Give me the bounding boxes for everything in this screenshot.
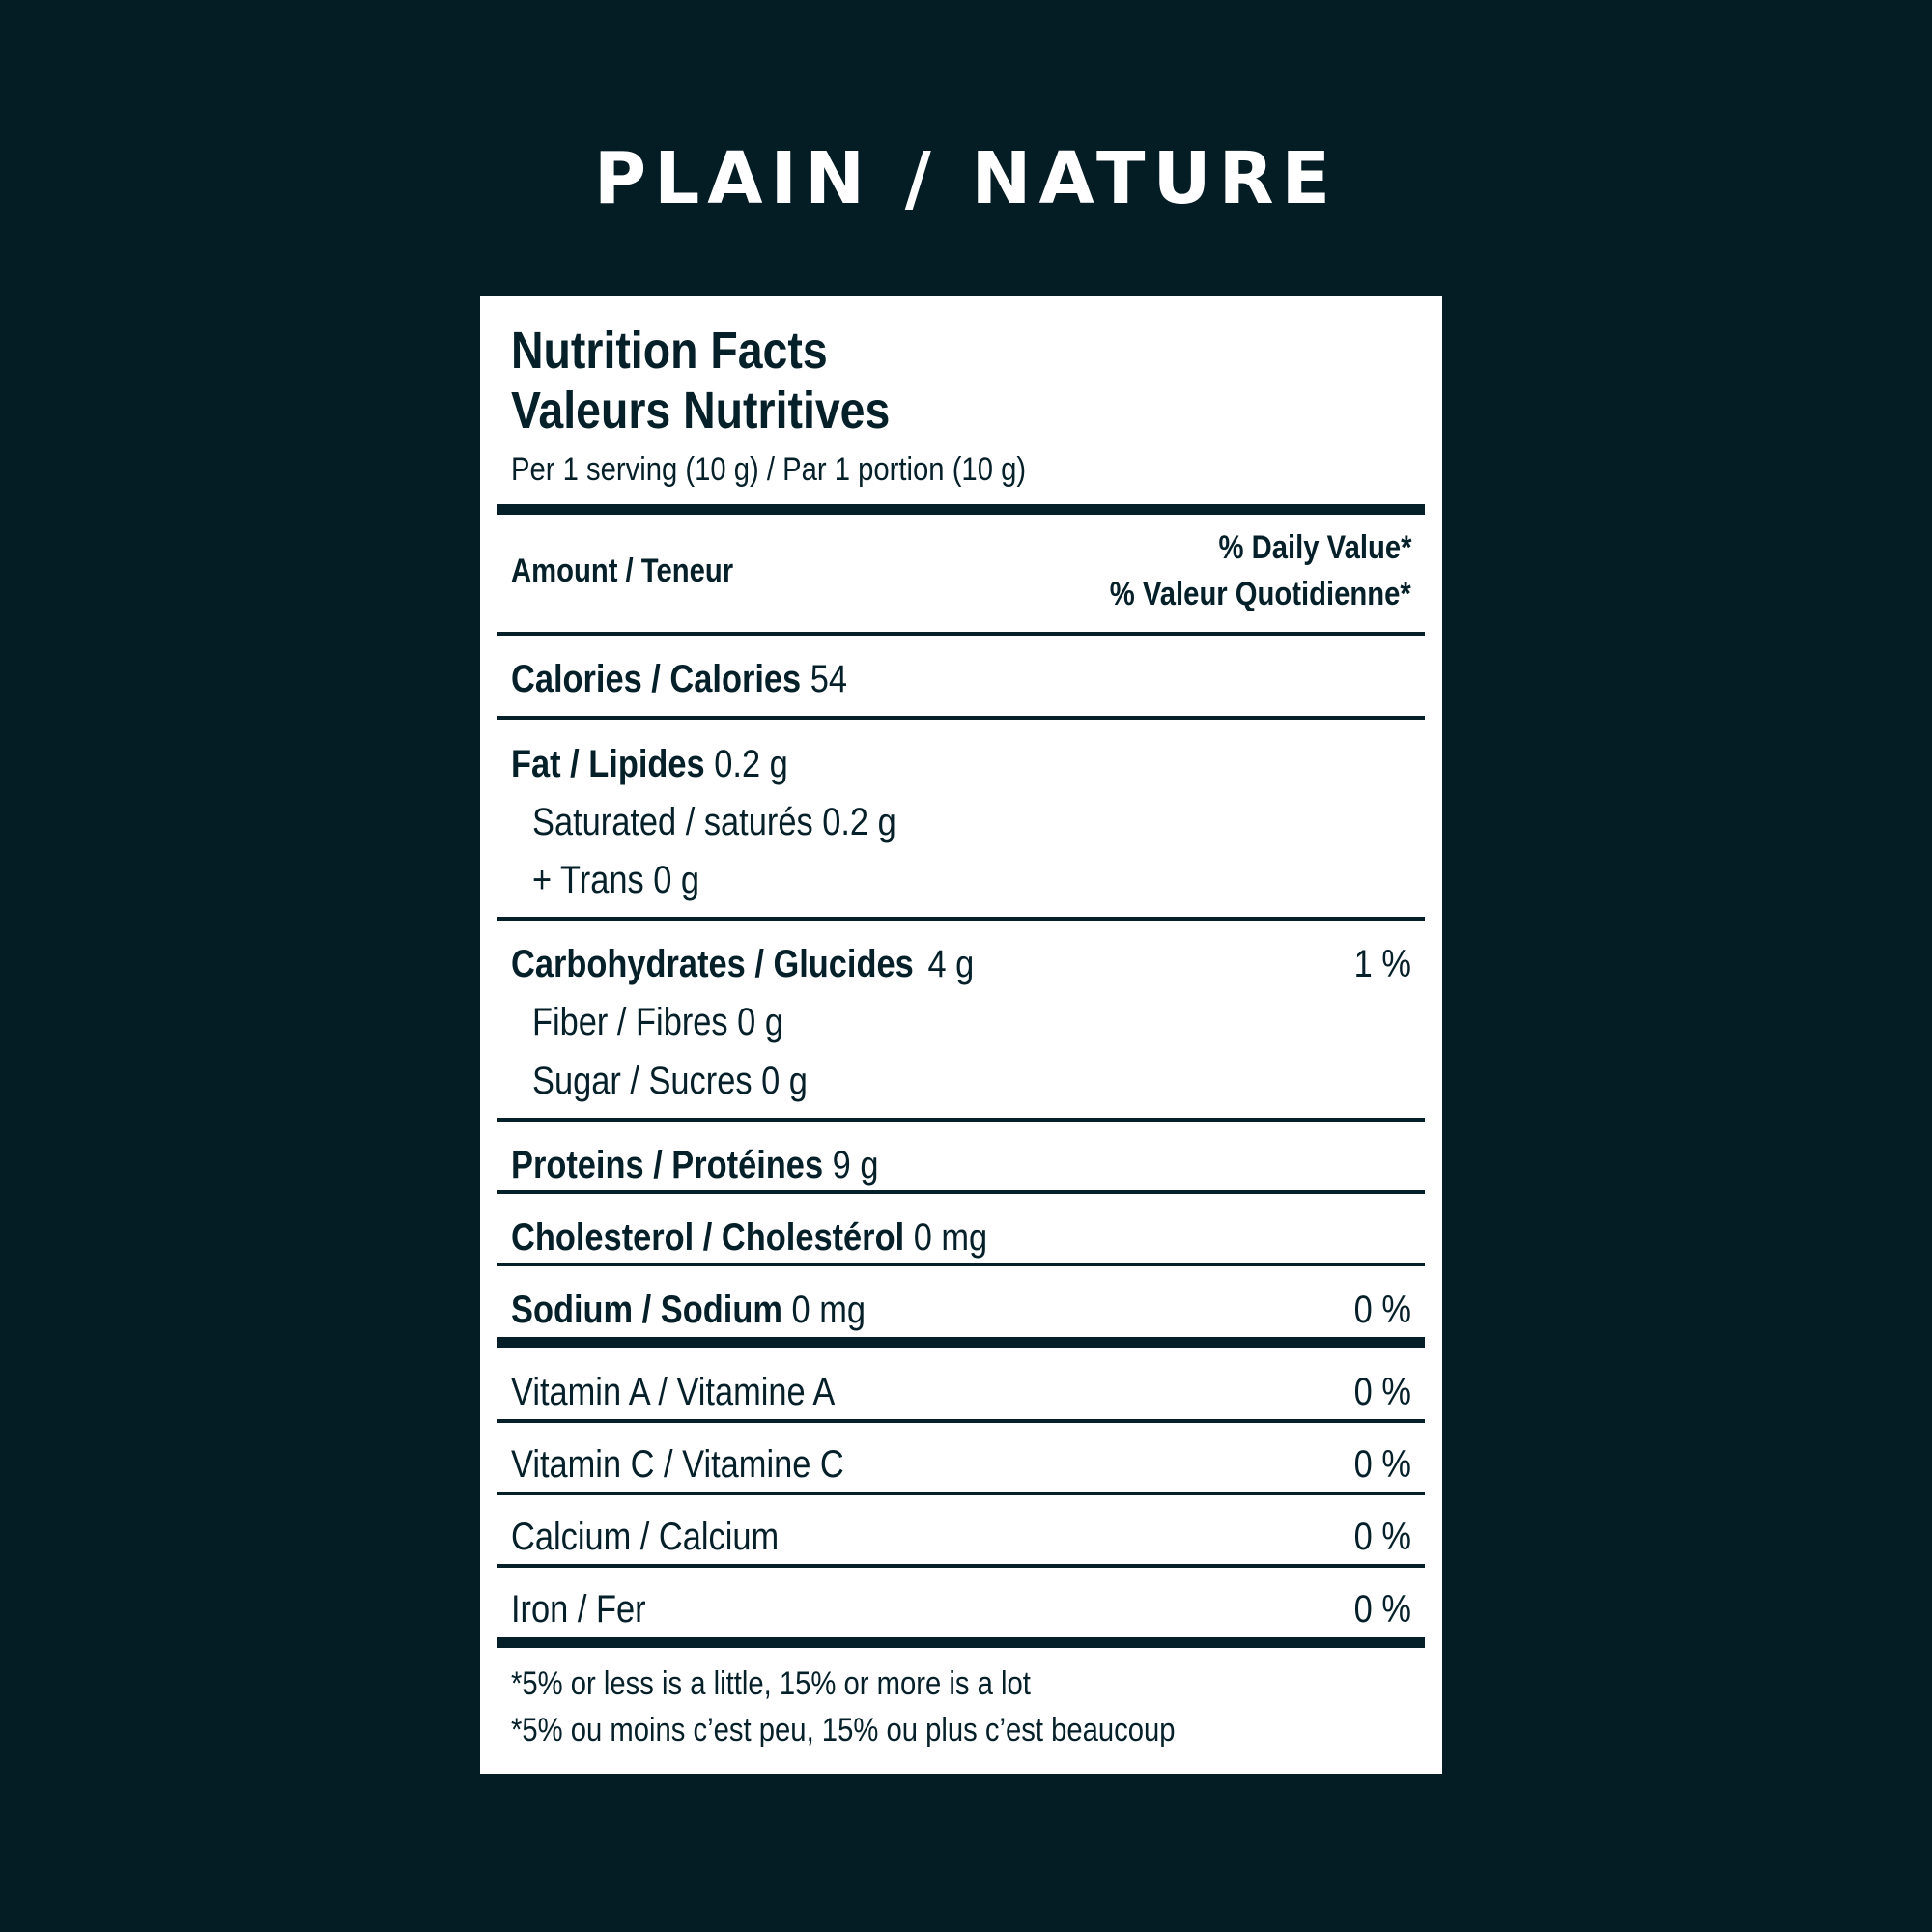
iron-dv: 0 % <box>1353 1588 1411 1631</box>
sodium-value: 0 mg <box>791 1289 866 1331</box>
cholesterol-value: 0 mg <box>913 1216 988 1259</box>
flavor-title: PLAIN / NATURE <box>593 137 1339 220</box>
fiber-row: Fiber / Fibres 0 g <box>532 1001 784 1043</box>
proteins-row <box>511 1142 878 1188</box>
carbohydrates-dv: 1 % <box>1353 943 1411 985</box>
title-english: Nutrition Facts <box>511 322 828 380</box>
fat-label: Fat / Lipides <box>511 743 705 785</box>
amount-header: Amount / Teneur <box>511 553 734 589</box>
divider <box>497 1118 1425 1122</box>
divider-thick <box>497 1337 1425 1348</box>
vitamin-a-dv: 0 % <box>1353 1371 1411 1413</box>
carbohydrates-row <box>511 941 974 987</box>
carbohydrates-label: Carbohydrates / Glucides <box>511 943 914 985</box>
daily-value-header-en: % Daily Value* <box>1218 529 1411 566</box>
sodium-dv: 0 % <box>1353 1289 1411 1331</box>
divider <box>497 1419 1425 1423</box>
calcium-dv: 0 % <box>1353 1516 1411 1558</box>
calories-value: 54 <box>810 658 848 700</box>
calories-label: Calories / Calories <box>511 658 802 700</box>
divider <box>497 1492 1425 1495</box>
fat-value: 0.2 g <box>714 743 788 785</box>
divider <box>497 1190 1425 1194</box>
iron-label: Iron / Fer <box>511 1588 646 1631</box>
footnote-english: *5% or less is a little, 15% or more is a lot <box>511 1665 1031 1702</box>
proteins-label: Proteins / Protéines <box>511 1144 824 1186</box>
calcium-label: Calcium / Calcium <box>511 1516 780 1558</box>
divider <box>497 1564 1425 1568</box>
divider <box>497 917 1425 921</box>
divider-thick <box>497 504 1425 515</box>
vitamin-c-label: Vitamin C / Vitamine C <box>511 1443 844 1486</box>
divider <box>497 1263 1425 1266</box>
serving-size: Per 1 serving (10 g) / Par 1 portion (10 g) <box>511 451 1027 488</box>
nutrition-facts-panel <box>480 296 1442 1774</box>
calories-row <box>511 656 847 702</box>
trans-row: + Trans 0 g <box>532 859 700 901</box>
vitamin-c-dv: 0 % <box>1353 1443 1411 1486</box>
carbohydrates-value: 4 g <box>927 943 975 985</box>
divider <box>497 632 1425 636</box>
divider <box>497 716 1425 720</box>
footnote-french: *5% ou moins c’est peu, 15% ou plus c’est beaucoup <box>511 1712 1176 1748</box>
title-french: Valeurs Nutritives <box>511 382 891 440</box>
sugar-row: Sugar / Sucres 0 g <box>532 1060 808 1102</box>
sodium-label: Sodium / Sodium <box>511 1289 782 1331</box>
sodium-row <box>511 1287 866 1333</box>
cholesterol-label: Cholesterol / Cholestérol <box>511 1216 905 1259</box>
vitamin-a-label: Vitamin A / Vitamine A <box>511 1371 836 1413</box>
fat-row <box>511 741 788 787</box>
cholesterol-row <box>511 1214 987 1261</box>
daily-value-header-fr: % Valeur Quotidienne* <box>1110 576 1411 612</box>
proteins-value: 9 g <box>832 1144 879 1186</box>
divider-thick <box>497 1637 1425 1648</box>
saturated-row: Saturated / saturés 0.2 g <box>532 801 896 843</box>
